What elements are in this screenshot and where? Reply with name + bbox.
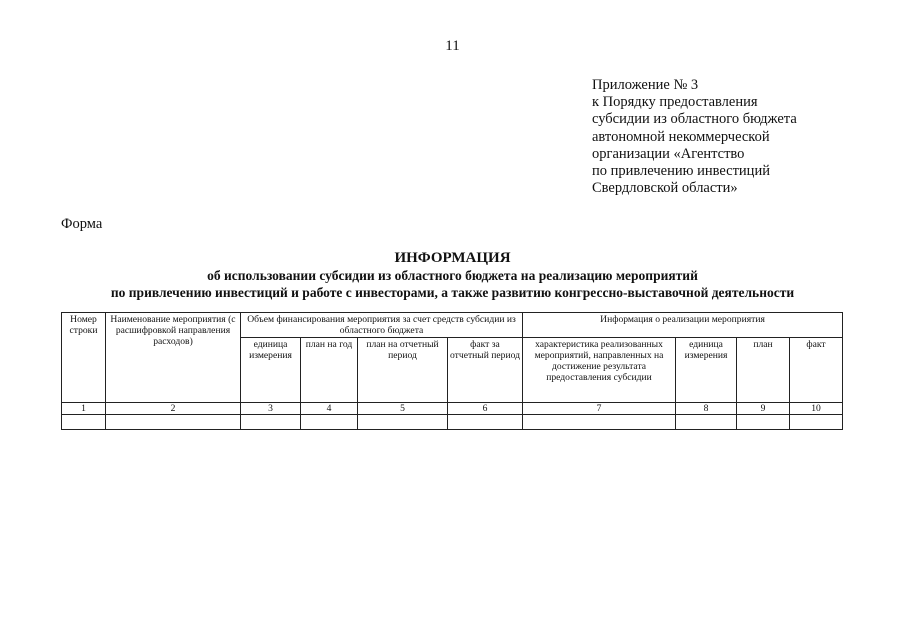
appendix-line: Свердловской области» [592,180,738,197]
table-cell[interactable] [358,415,448,430]
column-number: 5 [358,403,448,415]
page-number: 11 [445,38,460,54]
column-number: 3 [241,403,301,415]
column-number: 10 [790,403,843,415]
table-cell[interactable] [62,415,106,430]
table-cell[interactable] [448,415,523,430]
appendix-line: субсидии из областного бюджета [592,111,797,128]
appendix-line: к Порядку предоставления [592,94,758,111]
table-cell[interactable] [106,415,241,430]
table-cell[interactable] [523,415,676,430]
column-number: 1 [62,403,106,415]
header-row-number: Номер строки [62,313,106,403]
header-fin-fact-period: факт за отчетный период [448,338,523,403]
table-cell[interactable] [241,415,301,430]
header-real-characteristic: характеристика реализованных мероприятий, направленных на достижение результата предоставления субсидии [523,338,676,403]
column-number: 6 [448,403,523,415]
column-number: 8 [676,403,737,415]
column-number: 7 [523,403,676,415]
header-financing-group: Объем финансирования мероприятия за счет средств субсидии из областного бюджета [241,313,523,338]
column-number: 4 [301,403,358,415]
header-event-name: Наименование мероприятия (с расшифровкой направления расходов) [106,313,241,403]
table-cell[interactable] [301,415,358,430]
header-real-plan: план [737,338,790,403]
form-label: Форма [61,216,103,232]
appendix-line: автономной некоммерческой [592,128,770,145]
header-fin-plan-period: план на отчетный период [358,338,448,403]
report-table [61,312,843,430]
appendix-line: по привлечению инвестиций [592,163,770,180]
table-cell[interactable] [676,415,737,430]
header-fin-plan-year: план на год [301,338,358,403]
table-cell[interactable] [790,415,843,430]
header-real-fact: факт [790,338,843,403]
header-realization-group: Информация о реализации мероприятия [523,313,843,338]
column-number: 9 [737,403,790,415]
subtitle-line: об использовании субсидии из областного бюджета на реализацию мероприятий [207,268,698,283]
table-row [62,415,843,430]
appendix-note [592,77,797,197]
appendix-line: организации «Агентство [592,145,745,162]
document-subtitle [0,268,905,301]
subtitle-line: по привлечению инвестиций и работе с инвесторами, а также развитию конгрессно-выставочной деятельности [110,284,795,300]
column-number: 2 [106,403,241,415]
header-real-unit: единица измерения [676,338,737,403]
column-number-row [62,403,843,415]
document-title: ИНФОРМАЦИЯ [394,250,511,266]
table-cell[interactable] [737,415,790,430]
appendix-line: Приложение № 3 [592,77,699,93]
header-fin-unit: единица измерения [241,338,301,403]
table-header-row [62,313,843,338]
